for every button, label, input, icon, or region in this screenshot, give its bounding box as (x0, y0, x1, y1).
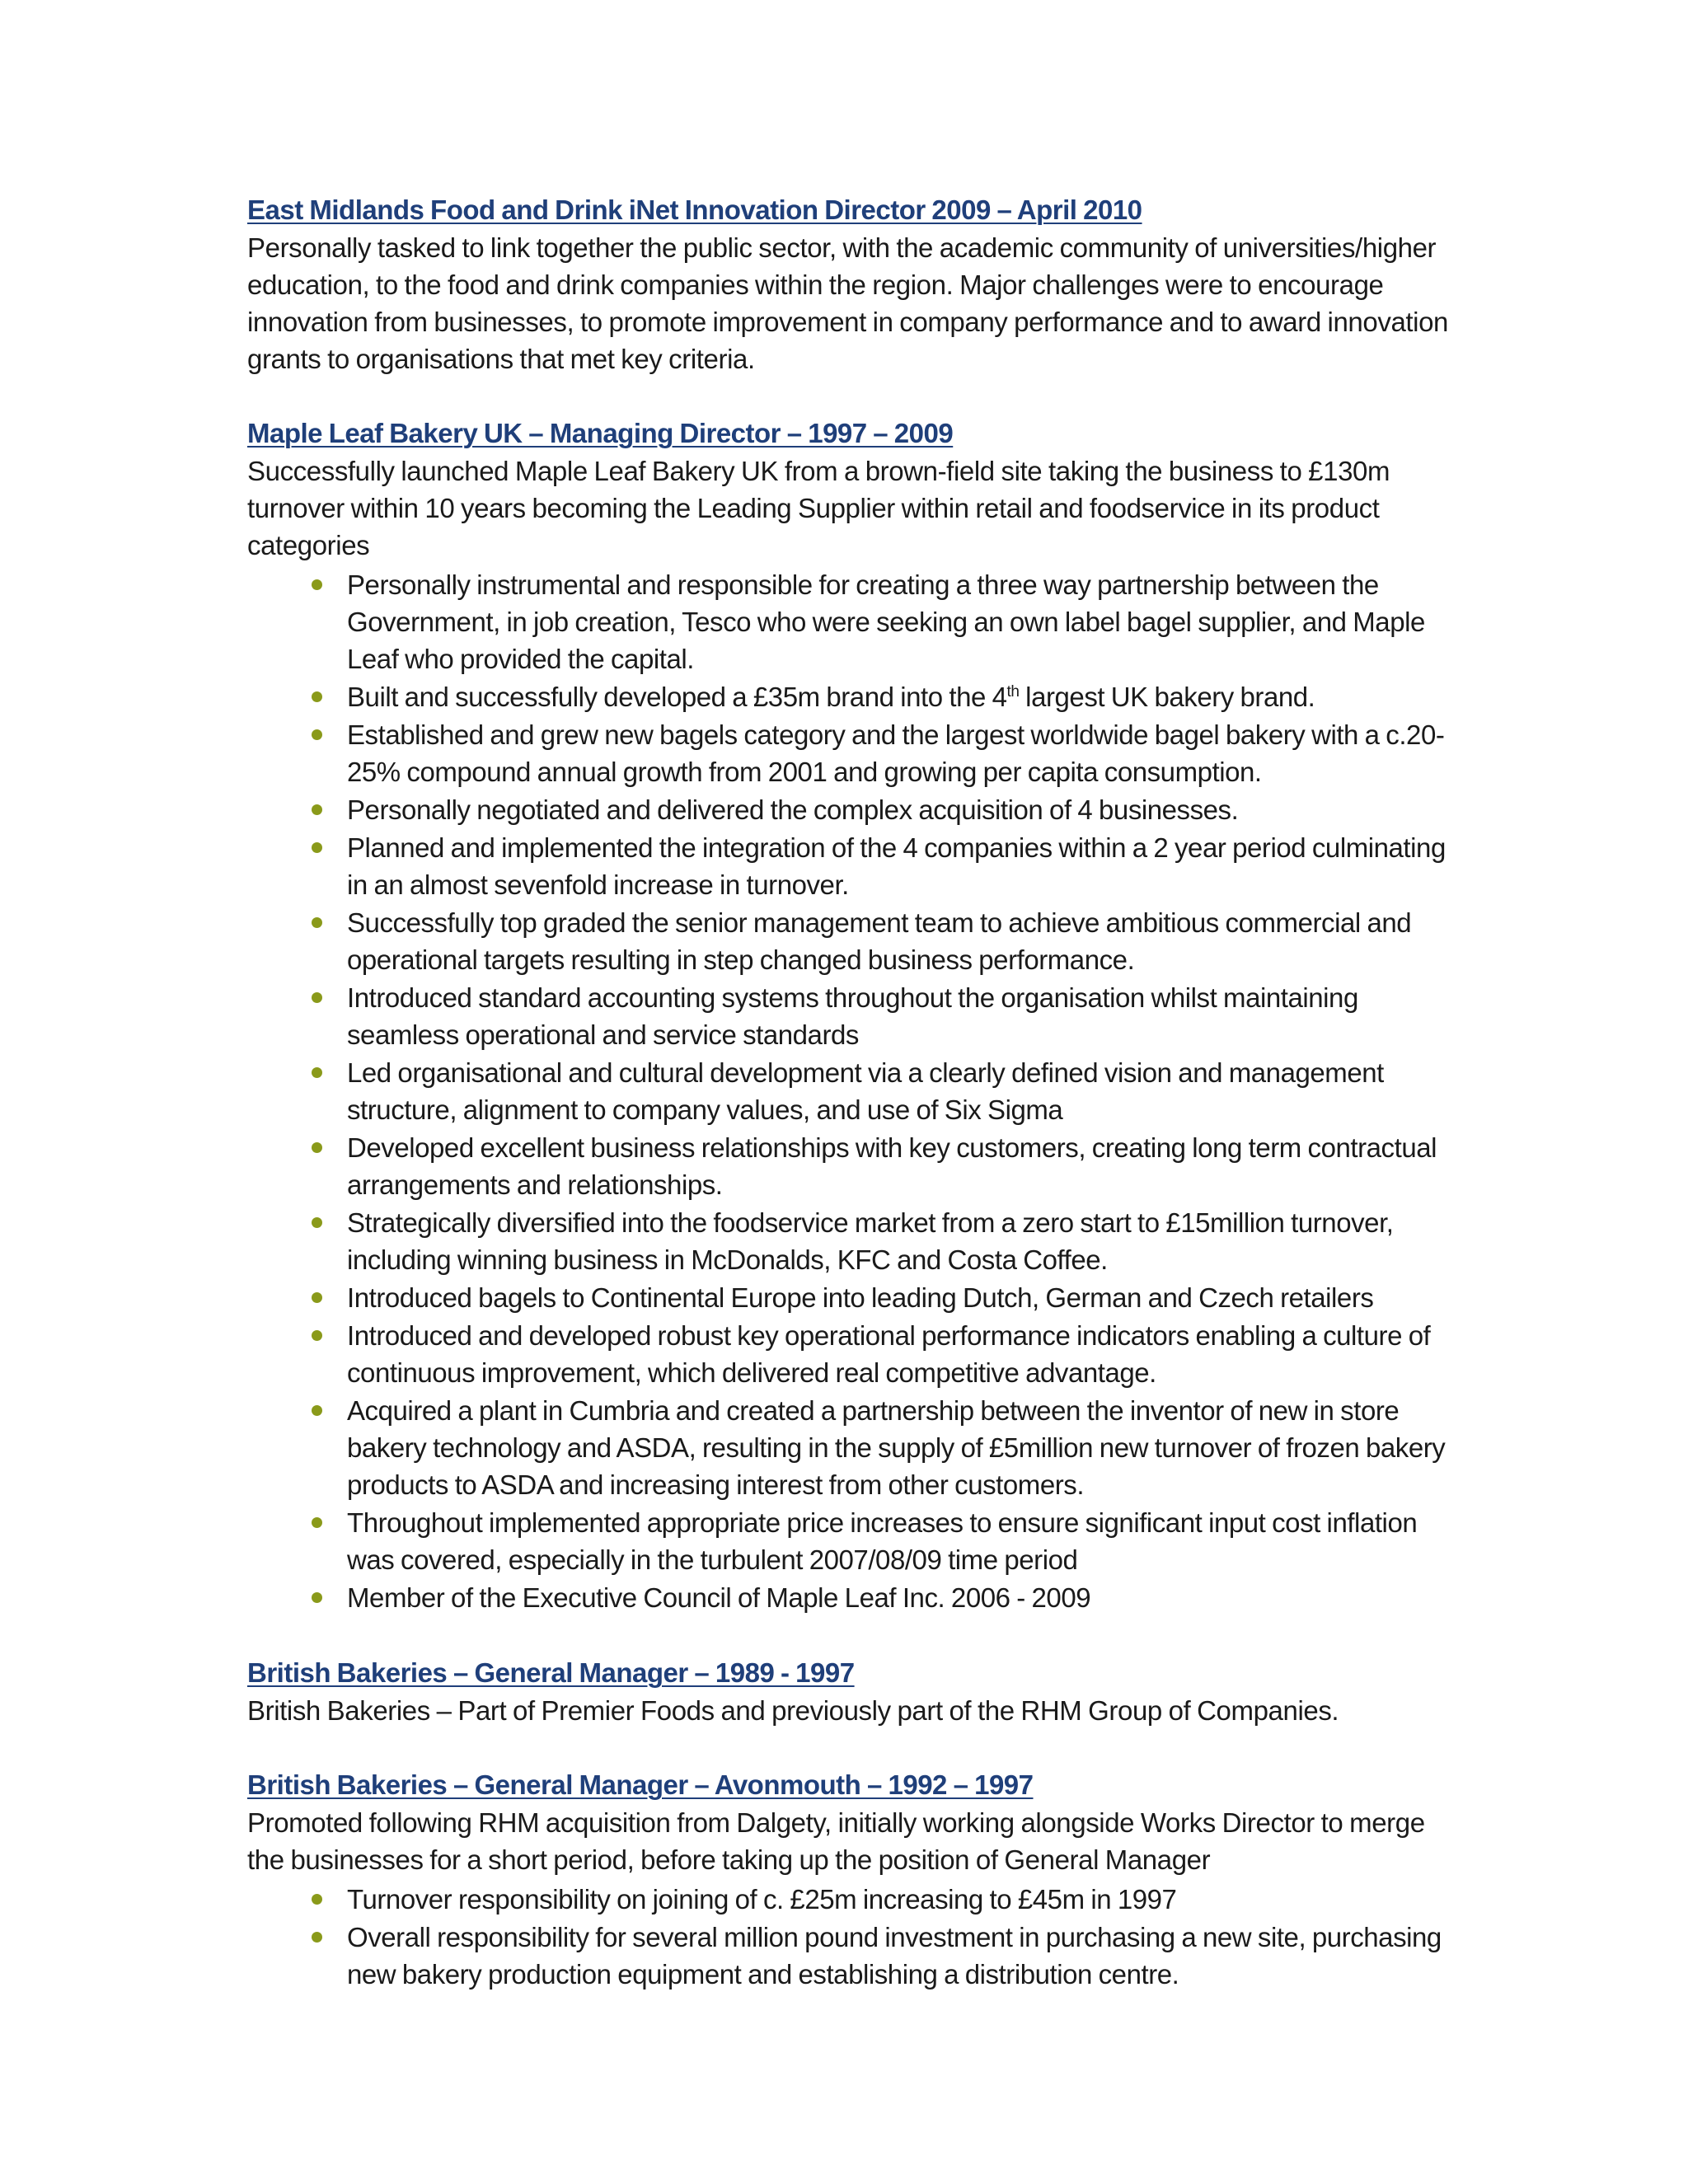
section-british-bakeries-avonmouth (247, 1766, 1467, 1993)
bullet-icon (312, 1330, 322, 1341)
bullet-icon (312, 1405, 322, 1416)
section-paragraph: Successfully launched Maple Leaf Bakery UK from a brown-field site taking the business to £130m turnover within 10 years becoming the Leading Supplier within retail and foodservice in its product categories (247, 456, 1390, 560)
bullet-icon (312, 804, 322, 815)
bullet-item: Turnover responsibility on joining of c. £25m increasing to £45m in 1997 (247, 1881, 1467, 1918)
bullet-icon (312, 1592, 322, 1603)
bullet-list (247, 566, 1467, 1616)
section-heading: British Bakeries – General Manager – Avonmouth – 1992 – 1997 (247, 1769, 1034, 1800)
section-heading: Maple Leaf Bakery UK – Managing Director – 1997 – 2009 (247, 418, 954, 448)
bullet-item: Built and successfully developed a £35m brand into the 4th largest UK bakery brand. (247, 678, 1467, 715)
bullet-item: Personally instrumental and responsible for creating a three way partnership between the Government, in job creation, Tesco who were seeking an own label bagel supplier, and Maple Leaf who provided the capital. (247, 566, 1467, 677)
section-spacer (247, 1617, 1467, 1654)
bullet-icon (312, 579, 322, 590)
section-maple-leaf (247, 415, 1467, 1616)
bullet-item: Planned and implemented the integration of the 4 companies within a 2 year period culminating in an almost sevenfold increase in turnover. (247, 829, 1467, 903)
bullet-icon (312, 1217, 322, 1228)
section-spacer (247, 1729, 1467, 1766)
bullet-icon (312, 992, 322, 1003)
bullet-item: Overall responsibility for several million pound investment in purchasing a new site, purchasing new bakery production equipment and establishing a distribution centre. (247, 1919, 1467, 1993)
bullet-icon (312, 1517, 322, 1528)
section-paragraph: Promoted following RHM acquisition from Dalgety, initially working alongside Works Director to merge the businesses for a short period, before taking up the position of General Manager (247, 1807, 1425, 1875)
bullet-item: Introduced and developed robust key operational performance indicators enabling a culture of continuous improvement, which delivered real competitive advantage. (247, 1317, 1467, 1391)
section-inet (247, 191, 1467, 377)
bullet-icon (312, 729, 322, 740)
bullet-icon (312, 1067, 322, 1078)
bullet-item: Developed excellent business relationships with key customers, creating long term contractual arrangements and relationships. (247, 1129, 1467, 1203)
section-spacer (247, 377, 1467, 415)
bullet-icon (312, 1292, 322, 1303)
bullet-item: Acquired a plant in Cumbria and created a partnership between the inventor of new in store bakery technology and ASDA, resulting in the supply of £5million new turnover of frozen bakery products to ASDA and increasing interest from other customers. (247, 1392, 1467, 1503)
bullet-item: Member of the Executive Council of Maple Leaf Inc. 2006 - 2009 (247, 1579, 1467, 1616)
document-content (247, 191, 1467, 1994)
bullet-icon (312, 1932, 322, 1943)
bullet-item: Established and grew new bagels category and the largest worldwide bagel bakery with a c.20-25% compound annual growth from 2001 and growing per capita consumption. (247, 716, 1467, 790)
bullet-item: Strategically diversified into the foodservice market from a zero start to £15million turnover, including winning business in McDonalds, KFC and Costa Coffee. (247, 1204, 1467, 1278)
section-british-bakeries (247, 1654, 1467, 1729)
bullet-item: Led organisational and cultural development via a clearly defined vision and management structure, alignment to company values, and use of Six Sigma (247, 1054, 1467, 1128)
bullet-list (247, 1881, 1467, 1993)
section-paragraph: British Bakeries – Part of Premier Foods and previously part of the RHM Group of Companies. (247, 1695, 1339, 1726)
bullet-icon (312, 1894, 322, 1905)
bullet-item: Successfully top graded the senior management team to achieve ambitious commercial and operational targets resulting in step changed business performance. (247, 904, 1467, 978)
bullet-icon (312, 1142, 322, 1153)
bullet-icon (312, 842, 322, 853)
bullet-icon (312, 691, 322, 702)
section-heading: East Midlands Food and Drink iNet Innovation Director 2009 – April 2010 (247, 194, 1142, 225)
bullet-item: Personally negotiated and delivered the complex acquisition of 4 businesses. (247, 791, 1467, 828)
section-heading: British Bakeries – General Manager – 1989 - 1997 (247, 1657, 855, 1688)
bullet-item: Introduced bagels to Continental Europe into leading Dutch, German and Czech retailers (247, 1279, 1467, 1316)
bullet-icon (312, 917, 322, 928)
bullet-item: Throughout implemented appropriate price increases to ensure significant input cost inflation was covered, especially in the turbulent 2007/08/09 time period (247, 1504, 1467, 1578)
section-paragraph: Personally tasked to link together the public sector, with the academic community of universities/higher education, to the food and drink companies within the region. Major challenges were to encourage innovation from businesses, to promote improvement in company performance and to award innovation grants to organisations that met key criteria. (247, 232, 1449, 374)
bullet-item: Introduced standard accounting systems throughout the organisation whilst maintaining seamless operational and service standards (247, 979, 1467, 1053)
